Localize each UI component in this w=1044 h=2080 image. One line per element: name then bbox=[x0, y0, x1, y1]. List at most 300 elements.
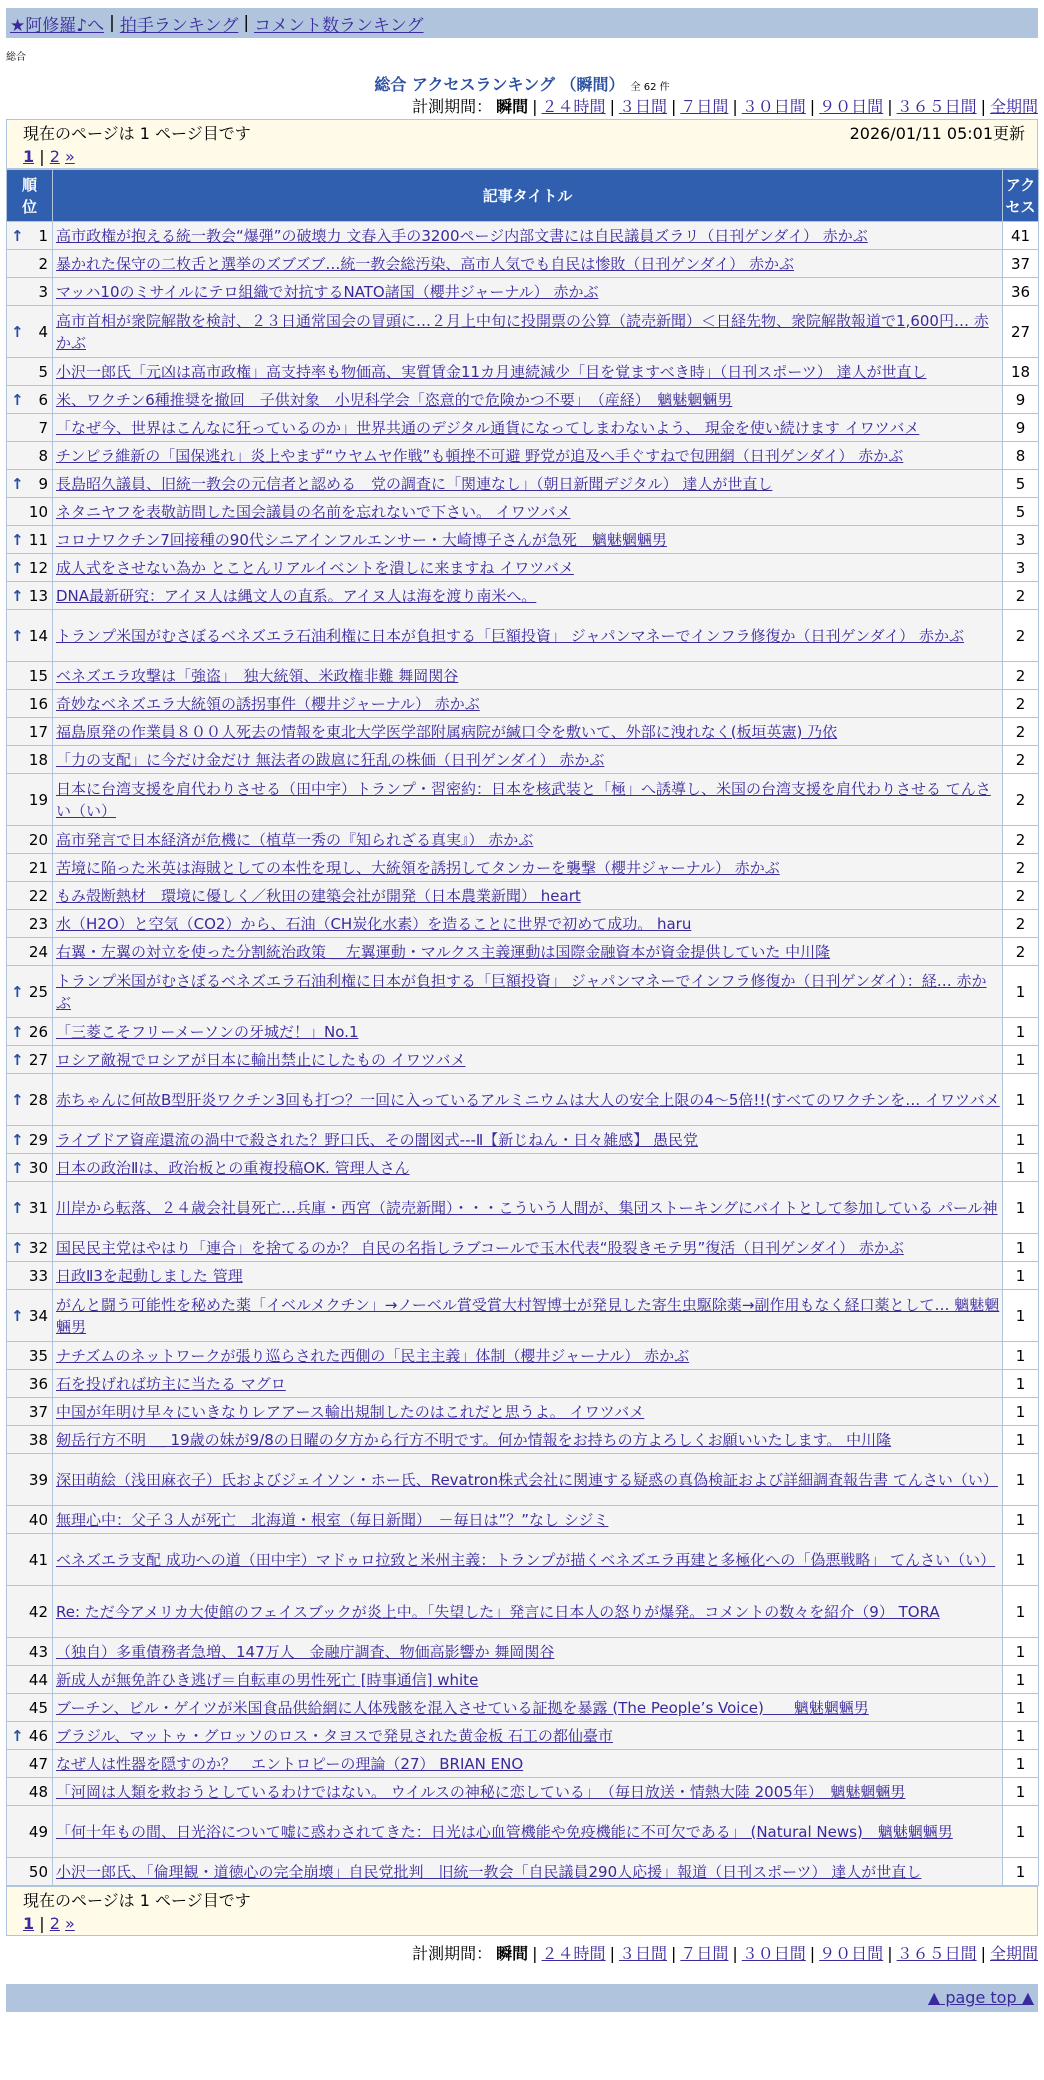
article-link[interactable]: 高市首相が衆院解散を検討、２３日通常国会の冒頭に…２月上中旬に投開票の公算（読売新聞）＜日経先物、衆院解散報道で1,600円… 赤かぶ bbox=[56, 311, 989, 352]
article-link[interactable]: （独自）多重債務者急増、147万人 金融庁調査、物価高影響か 舞岡関谷 bbox=[56, 1642, 555, 1661]
title-cell bbox=[53, 938, 1003, 966]
article-link[interactable]: ブーチン、ビル・ゲイツが米国食品供給網に人体残骸を混入させている証拠を暴露 (The People’s Voice) 魑魅魍魎男 bbox=[56, 1698, 869, 1717]
article-link[interactable]: ベネズエラ攻撃は「強盗」 独大統領、米政権非難 舞岡関谷 bbox=[56, 666, 459, 685]
article-link[interactable]: 深田萌絵（浅田麻衣子）氏およびジェイソン・ホー氏、Revatron株式会社に関連する疑惑の真偽検証および詳細調査報告書 てんさい（い） bbox=[56, 1470, 998, 1489]
rank-cell bbox=[7, 1398, 53, 1426]
rank-number: 20 bbox=[28, 830, 48, 849]
rank-up-arrow-icon: ↑ bbox=[11, 1306, 24, 1325]
access-count: 1 bbox=[1003, 1074, 1039, 1126]
rank-number: 16 bbox=[28, 694, 48, 713]
access-count: 36 bbox=[1003, 278, 1039, 306]
clap-ranking-link[interactable]: 拍手ランキング bbox=[119, 15, 239, 36]
rank-cell bbox=[7, 278, 53, 306]
rank-number: 13 bbox=[28, 586, 48, 605]
rank-cell bbox=[7, 1506, 53, 1534]
title-cell bbox=[53, 854, 1003, 882]
article-link[interactable]: 石を投げれば坊主に当たる マグロ bbox=[56, 1374, 286, 1393]
rank-up-arrow-icon: ↑ bbox=[11, 1130, 24, 1149]
title-cell bbox=[53, 1638, 1003, 1666]
access-count: 1 bbox=[1003, 1806, 1039, 1858]
rank-cell bbox=[7, 1638, 53, 1666]
article-link[interactable]: コロナワクチン7回接種の90代シニアインフルエンサー・大崎博子さんが急死 魑魅魍魎男 bbox=[56, 530, 667, 549]
access-count: 1 bbox=[1003, 966, 1039, 1018]
table-row bbox=[7, 222, 1039, 250]
page-title: 総合 アクセスランキング （瞬間） bbox=[374, 75, 625, 94]
rank-number: 28 bbox=[28, 1090, 48, 1109]
table-row bbox=[7, 938, 1039, 966]
access-count: 1 bbox=[1003, 1506, 1039, 1534]
rank-cell bbox=[7, 582, 53, 610]
table-row bbox=[7, 306, 1039, 358]
article-link[interactable]: 「なぜ今、世界はこんなに狂っているのか」世界共通のデジタル通貨になってしまわないよう、 現金を使い続けます イワツバメ bbox=[56, 418, 920, 437]
period-option-link[interactable]: ９０日間 bbox=[819, 97, 884, 116]
period-separator: | bbox=[609, 1944, 615, 1963]
rank-number: 23 bbox=[28, 914, 48, 933]
table-row bbox=[7, 358, 1039, 386]
title-cell bbox=[53, 498, 1003, 526]
title-header: 記事タイトル bbox=[53, 170, 1003, 222]
rank-number: 41 bbox=[28, 1550, 48, 1569]
table-row bbox=[7, 1262, 1039, 1290]
period-option-link[interactable]: ７日間 bbox=[680, 97, 729, 116]
pager-status-line bbox=[23, 122, 1025, 146]
table-row bbox=[7, 774, 1039, 826]
article-link[interactable]: チンピラ維新の「国保逃れ」炎上やまず“ウヤムヤ作戦”も頓挫不可避 野党が追及へ手ぐすねで包囲網（日刊ゲンダイ） 赤かぶ bbox=[56, 446, 904, 465]
pager-separator: | bbox=[34, 1914, 50, 1933]
rank-up-arrow-icon: ↑ bbox=[11, 1238, 24, 1257]
rank-number: 42 bbox=[28, 1602, 48, 1621]
table-row bbox=[7, 718, 1039, 746]
article-link[interactable]: ベネズエラ支配 成功への道（田中宇）マドゥロ拉致と米州主義：トランプが描くベネズエラ再建と多極化への「偽悪戦略」 てんさい（い） bbox=[56, 1550, 996, 1569]
table-row bbox=[7, 854, 1039, 882]
table-row bbox=[7, 1722, 1039, 1750]
access-count: 1 bbox=[1003, 1638, 1039, 1666]
page-1-link[interactable]: 1 bbox=[23, 147, 35, 166]
rank-cell bbox=[7, 938, 53, 966]
title-cell bbox=[53, 690, 1003, 718]
article-link[interactable]: 日本に台湾支援を肩代わりさせる（田中宇）トランプ・習密約：日本を核武装と「極」へ誘導し、米国の台湾支援を肩代わりさせる てんさい（い） bbox=[56, 779, 991, 820]
table-row bbox=[7, 1586, 1039, 1638]
article-link[interactable]: 「三菱こそフリーメーソンの牙城だ！」No.1 bbox=[56, 1022, 359, 1041]
rank-up-arrow-icon: ↑ bbox=[11, 982, 24, 1001]
access-count: 1 bbox=[1003, 1154, 1039, 1182]
rank-cell bbox=[7, 526, 53, 554]
rank-cell bbox=[7, 690, 53, 718]
ranking-title-row bbox=[6, 72, 1038, 95]
access-count: 1 bbox=[1003, 1586, 1039, 1638]
rank-cell bbox=[7, 882, 53, 910]
title-cell bbox=[53, 1806, 1003, 1858]
access-count: 2 bbox=[1003, 910, 1039, 938]
article-link[interactable]: 「河岡は人類を救おうとしているわけではない。 ウイルスの神秘に恋している」 （毎日放送・情熱大陸 2005年） 魑魅魍魎男 bbox=[56, 1782, 906, 1801]
ranking-table bbox=[6, 169, 1039, 1886]
table-row bbox=[7, 1154, 1039, 1182]
table-row bbox=[7, 1182, 1039, 1234]
pager-top bbox=[6, 119, 1038, 169]
access-count: 5 bbox=[1003, 498, 1039, 526]
rank-number: 2 bbox=[38, 254, 48, 273]
article-link[interactable]: なぜ人は性器を隠すのか？ エントロピーの理論（27） BRIAN ENO bbox=[56, 1754, 524, 1773]
article-link[interactable]: ナチズムのネットワークが張り巡らされた西側の「民主主義」体制（櫻井ジャーナル） 赤かぶ bbox=[56, 1346, 690, 1365]
title-cell bbox=[53, 718, 1003, 746]
rank-cell bbox=[7, 1046, 53, 1074]
rank-up-arrow-icon: ↑ bbox=[11, 1090, 24, 1109]
table-row bbox=[7, 1234, 1039, 1262]
access-count: 1 bbox=[1003, 1722, 1039, 1750]
access-count: 1 bbox=[1003, 1858, 1039, 1886]
title-cell bbox=[53, 1262, 1003, 1290]
table-row bbox=[7, 1290, 1039, 1342]
period-option-link[interactable]: 全期間 bbox=[989, 97, 1038, 116]
rank-cell bbox=[7, 554, 53, 582]
article-link[interactable]: 水（H2O）と空気（CO2）から、石油（CH炭化水素）を造ることに世界で初めて成功。 haru bbox=[56, 914, 692, 933]
period-option-link[interactable]: ２４時間 bbox=[541, 1944, 606, 1963]
title-cell bbox=[53, 1506, 1003, 1534]
article-link[interactable]: 「何十年もの間、日光浴について嘘に惑わされてきた：日光は心血管機能や免疫機能に不可欠である」 (Natural News) 魑魅魍魎男 bbox=[56, 1822, 953, 1841]
access-count: 1 bbox=[1003, 1262, 1039, 1290]
article-link[interactable]: Re: ただ今アメリカ大使館のフェイスブックが炎上中。「失望した」発言に日本人の怒りが爆発。コメントの数々を紹介（9） TORA bbox=[56, 1602, 940, 1621]
access-count: 1 bbox=[1003, 1454, 1039, 1506]
rank-number: 1 bbox=[38, 226, 48, 245]
page-1-link[interactable]: 1 bbox=[23, 1914, 35, 1933]
title-cell bbox=[53, 1126, 1003, 1154]
access-count: 37 bbox=[1003, 250, 1039, 278]
access-header: アク セス bbox=[1003, 170, 1039, 222]
rank-cell bbox=[7, 414, 53, 442]
comment-ranking-link[interactable]: コメント数ランキング bbox=[254, 15, 424, 36]
article-link[interactable]: ネタニヤフを表敬訪問した国会議員の名前を忘れないで下さい。 イワツバメ bbox=[56, 502, 571, 521]
updated-time: 2026/01/11 05:01更新 bbox=[849, 124, 1025, 143]
title-cell bbox=[53, 1370, 1003, 1398]
title-cell bbox=[53, 526, 1003, 554]
pager-status-line bbox=[23, 1889, 1025, 1913]
title-cell bbox=[53, 910, 1003, 938]
period-separator: | bbox=[809, 97, 816, 116]
article-link[interactable]: 日政Ⅱ3を起動しました 管理 bbox=[56, 1266, 243, 1285]
access-count: 1 bbox=[1003, 1018, 1039, 1046]
title-cell bbox=[53, 582, 1003, 610]
rank-cell bbox=[7, 1182, 53, 1234]
rank-cell bbox=[7, 966, 53, 1018]
rank-number: 44 bbox=[28, 1670, 48, 1689]
table-row bbox=[7, 662, 1039, 690]
access-count: 27 bbox=[1003, 306, 1039, 358]
article-link[interactable]: 中国が年明け早々にいきなりレアアース輸出規制したのはこれだと思うよ。 イワツバメ bbox=[56, 1402, 645, 1421]
table-row bbox=[7, 1370, 1039, 1398]
rank-up-arrow-icon: ↑ bbox=[11, 558, 24, 577]
rank-number: 17 bbox=[28, 722, 48, 741]
title-cell bbox=[53, 554, 1003, 582]
period-separator: | bbox=[670, 97, 677, 116]
article-link[interactable]: 成人式をさせない為か とことんリアルイベントを潰しに来ますね イワツバメ bbox=[56, 558, 574, 577]
title-cell bbox=[53, 414, 1003, 442]
rank-cell bbox=[7, 718, 53, 746]
title-cell bbox=[53, 966, 1003, 1018]
rank-cell bbox=[7, 1778, 53, 1806]
rank-number: 48 bbox=[28, 1782, 48, 1801]
table-row bbox=[7, 1018, 1039, 1046]
article-link[interactable]: 米、ワクチン6種推奨を撤回 子供対象 小児科学会「恣意的で危険かつ不要」 （産経） 魑魅魍魎男 bbox=[56, 390, 733, 409]
rank-number: 30 bbox=[28, 1158, 48, 1177]
title-cell bbox=[53, 1586, 1003, 1638]
access-count: 2 bbox=[1003, 582, 1039, 610]
table-row bbox=[7, 746, 1039, 774]
article-link[interactable]: 新成人が無免許ひき逃げ＝自転車の男性死亡 [時事通信] white bbox=[56, 1670, 479, 1689]
rank-number: 7 bbox=[38, 418, 48, 437]
rank-cell bbox=[7, 1370, 53, 1398]
title-cell bbox=[53, 358, 1003, 386]
rank-number: 37 bbox=[28, 1402, 48, 1421]
rank-number: 19 bbox=[28, 790, 48, 809]
title-cell bbox=[53, 470, 1003, 498]
table-row bbox=[7, 1806, 1039, 1858]
title-cell bbox=[53, 278, 1003, 306]
rank-number: 29 bbox=[28, 1130, 48, 1149]
title-cell bbox=[53, 1342, 1003, 1370]
rank-number: 45 bbox=[28, 1698, 48, 1717]
title-cell bbox=[53, 1666, 1003, 1694]
rank-cell bbox=[7, 1534, 53, 1586]
table-row bbox=[7, 554, 1039, 582]
access-count: 2 bbox=[1003, 718, 1039, 746]
rank-cell bbox=[7, 1126, 53, 1154]
access-count: 1 bbox=[1003, 1370, 1039, 1398]
table-row bbox=[7, 386, 1039, 414]
page-top-link[interactable]: ▲ page top ▲ bbox=[927, 1988, 1034, 2007]
rank-number: 31 bbox=[28, 1198, 48, 1217]
article-link[interactable]: 赤ちゃんに何故B型肝炎ワクチン3回も打つ？一回に入っているアルミニウムは大人の安全上限の4～5倍!!(すべてのワクチンを… イワツバメ bbox=[56, 1090, 1000, 1109]
table-row bbox=[7, 1534, 1039, 1586]
rank-number: 3 bbox=[38, 282, 48, 301]
access-count: 2 bbox=[1003, 826, 1039, 854]
access-count: 2 bbox=[1003, 882, 1039, 910]
article-link[interactable]: 福島原発の作業員８００人死去の情報を東北大学医学部附属病院が緘口令を敷いて、外部に洩れなく(板垣英憲) 乃依 bbox=[56, 722, 838, 741]
rank-up-arrow-icon: ↑ bbox=[11, 1022, 24, 1041]
article-link[interactable]: がんと闘う可能性を秘めた薬「イベルメクチン」→ノーベル賞受賞大村智博士が発見した寄生虫駆除薬→副作用もなく経口薬として… 魑魅魍魎男 bbox=[56, 1295, 1000, 1336]
next-page-link[interactable]: » bbox=[64, 147, 75, 166]
access-count: 9 bbox=[1003, 386, 1039, 414]
period-separator: | bbox=[609, 97, 615, 116]
article-link[interactable]: DNA最新研究：アイヌ人は縄文人の直系。アイヌ人は海を渡り南米へ。 bbox=[56, 586, 537, 605]
rank-up-arrow-icon: ↑ bbox=[11, 586, 24, 605]
article-link[interactable]: 苦境に陥った米英は海賊としての本性を現し、大統領を誘拐してタンカーを襲撃（櫻井ジャーナル） 赤かぶ bbox=[56, 858, 780, 877]
article-link[interactable]: 右翼・左翼の対立を使った分割統治政策 ＿左翼運動・マルクス主義運動は国際金融資本が資金提供していた 中川隆 bbox=[56, 942, 831, 961]
period-separator: | bbox=[532, 97, 538, 116]
article-link[interactable]: トランプ米国がむさぼるベネズエラ石油利権に日本が負担する「巨額投資」 ジャパンマネーでインフラ修復か（日刊ゲンダイ）：経… 赤かぶ bbox=[56, 971, 987, 1012]
rank-cell bbox=[7, 1426, 53, 1454]
page-2-link[interactable]: 2 bbox=[49, 1914, 60, 1933]
period-option-link[interactable]: ３日間 bbox=[618, 97, 667, 116]
table-row bbox=[7, 966, 1039, 1018]
table-row bbox=[7, 582, 1039, 610]
current-page-text: 現在のページは 1 ページ目です bbox=[23, 1891, 251, 1910]
period-option-link[interactable]: ７日間 bbox=[680, 1944, 729, 1963]
table-row bbox=[7, 250, 1039, 278]
pager-separator: | bbox=[34, 147, 50, 166]
table-row bbox=[7, 526, 1039, 554]
access-count: 9 bbox=[1003, 414, 1039, 442]
period-option-link[interactable]: ３６５日間 bbox=[896, 97, 977, 116]
period-option-link[interactable]: ２４時間 bbox=[541, 97, 606, 116]
rank-number: 46 bbox=[28, 1726, 48, 1745]
rank-number: 15 bbox=[28, 666, 48, 685]
article-link[interactable]: 長島昭久議員、旧統一教会の元信者と認める 党の調査に「関連なし」（朝日新聞デジタル） 達人が世直し bbox=[56, 474, 773, 493]
article-link[interactable]: 川岸から転落、２４歳会社員死亡…兵庫・西宮（読売新聞）・・・こういう人間が、集団ストーキングにバイトとして参加している パール神 bbox=[56, 1198, 998, 1217]
rank-up-arrow-icon: ↑ bbox=[11, 1726, 24, 1745]
title-cell bbox=[53, 1234, 1003, 1262]
period-selector-top bbox=[6, 95, 1038, 119]
article-link[interactable]: 小沢一郎氏「元凶は高市政権」高支持率も物価高、実質賃金11カ月連続減少「目を覚ますべき時」（日刊スポーツ） 達人が世直し bbox=[56, 362, 927, 381]
table-row bbox=[7, 1046, 1039, 1074]
rank-cell bbox=[7, 1858, 53, 1886]
rank-number: 9 bbox=[38, 474, 48, 493]
article-link[interactable]: ロシア敵視でロシアが日本に輸出禁止にしたもの イワツバメ bbox=[56, 1050, 466, 1069]
period-current: 瞬間 bbox=[496, 97, 529, 116]
table-row bbox=[7, 1426, 1039, 1454]
title-cell bbox=[53, 826, 1003, 854]
title-cell bbox=[53, 222, 1003, 250]
article-link[interactable]: 国民民主党はやはり「連合」を捨てるのか？ 自民の名指しラブコールで玉木代表“股裂きモテ男”復活（日刊ゲンダイ） 赤かぶ bbox=[56, 1238, 904, 1257]
rank-number: 27 bbox=[28, 1050, 48, 1069]
rank-number: 38 bbox=[28, 1430, 48, 1449]
period-separator: | bbox=[980, 97, 986, 116]
rank-cell bbox=[7, 222, 53, 250]
article-link[interactable]: 無理心中：父子３人が死亡 北海道・根室（毎日新聞） －毎日は”？”なし シジミ bbox=[56, 1510, 609, 1529]
access-count: 8 bbox=[1003, 442, 1039, 470]
article-link[interactable]: 高市政権が抱える統一教会“爆弾”の破壊力 文春入手の3200ページ内部文書には自民議員ズラリ（日刊ゲンダイ） 赤かぶ bbox=[56, 226, 868, 245]
period-option-link[interactable]: ３０日間 bbox=[741, 1944, 806, 1963]
rank-cell bbox=[7, 498, 53, 526]
title-cell bbox=[53, 1750, 1003, 1778]
title-cell bbox=[53, 1858, 1003, 1886]
rank-up-arrow-icon: ↑ bbox=[11, 390, 24, 409]
title-cell bbox=[53, 746, 1003, 774]
period-option-link[interactable]: ３６５日間 bbox=[896, 1944, 977, 1963]
title-cell bbox=[53, 1398, 1003, 1426]
title-cell bbox=[53, 610, 1003, 662]
table-row bbox=[7, 1342, 1039, 1370]
table-row bbox=[7, 1666, 1039, 1694]
article-link[interactable]: 剱岳行方不明 ＿ 19歳の妹が9/8の日曜の夕方から行方不明です。何か情報をお持ちの方よろしくお願いいたします。 中川隆 bbox=[56, 1430, 892, 1449]
title-cell bbox=[53, 1722, 1003, 1750]
access-count: 1 bbox=[1003, 1426, 1039, 1454]
access-count: 1 bbox=[1003, 1694, 1039, 1722]
period-option-link[interactable]: ３０日間 bbox=[741, 97, 806, 116]
article-link[interactable]: もみ殻断熱材 環境に優しく／秋田の建築会社が開発（日本農業新聞） heart bbox=[56, 886, 581, 905]
period-option-link[interactable]: ３日間 bbox=[618, 1944, 667, 1963]
article-link[interactable]: トランプ米国がむさぼるベネズエラ石油利権に日本が負担する「巨額投資」 ジャパンマネーでインフラ修復か（日刊ゲンダイ） 赤かぶ bbox=[56, 626, 965, 645]
table-row bbox=[7, 1506, 1039, 1534]
rank-number: 5 bbox=[38, 362, 48, 381]
title-cell bbox=[53, 1454, 1003, 1506]
rank-number: 10 bbox=[28, 502, 48, 521]
table-row bbox=[7, 610, 1039, 662]
rank-cell bbox=[7, 250, 53, 278]
rank-number: 26 bbox=[28, 1022, 48, 1041]
rank-number: 47 bbox=[28, 1754, 48, 1773]
article-link[interactable]: 暴かれた保守の二枚舌と選挙のズブズブ…統一教会総汚染、高市人気でも自民は惨敗（日刊ゲンダイ） 赤かぶ bbox=[56, 254, 794, 273]
rank-cell bbox=[7, 1018, 53, 1046]
rank-cell bbox=[7, 610, 53, 662]
access-count: 2 bbox=[1003, 662, 1039, 690]
table-row bbox=[7, 1126, 1039, 1154]
article-link[interactable]: ライブドア資産還流の渦中で殺された？野口氏、その闇図式---Ⅱ【新じねん・日々雑感】 愚民党 bbox=[56, 1130, 699, 1149]
rank-cell bbox=[7, 1342, 53, 1370]
rank-cell bbox=[7, 746, 53, 774]
rank-up-arrow-icon: ↑ bbox=[11, 226, 24, 245]
access-count: 1 bbox=[1003, 1342, 1039, 1370]
period-separator: | bbox=[732, 97, 738, 116]
article-link[interactable]: 高市発言で日本経済が危機に（植草一秀の『知られざる真実』） 赤かぶ bbox=[56, 830, 534, 849]
article-link[interactable]: 奇妙なベネズエラ大統領の誘拐事件（櫻井ジャーナル） 赤かぶ bbox=[56, 694, 480, 713]
access-count: 3 bbox=[1003, 554, 1039, 582]
page-2-link[interactable]: 2 bbox=[49, 147, 60, 166]
period-separator: | bbox=[887, 97, 893, 116]
table-row bbox=[7, 1454, 1039, 1506]
period-label: 計測期間： bbox=[412, 97, 493, 116]
period-option-link[interactable]: 全期間 bbox=[989, 1944, 1038, 1963]
rank-cell bbox=[7, 442, 53, 470]
rank-number: 25 bbox=[28, 982, 48, 1001]
period-separator: | bbox=[980, 1944, 986, 1963]
rank-cell bbox=[7, 774, 53, 826]
rank-cell bbox=[7, 1290, 53, 1342]
rank-cell bbox=[7, 1694, 53, 1722]
rank-number: 39 bbox=[28, 1470, 48, 1489]
rank-cell bbox=[7, 910, 53, 938]
access-count: 2 bbox=[1003, 774, 1039, 826]
table-row bbox=[7, 826, 1039, 854]
table-row bbox=[7, 498, 1039, 526]
period-separator: | bbox=[887, 1944, 893, 1963]
article-link[interactable]: ブラジル、マットゥ・グロッソのロス・タヨスで発見された黄金板 石工の都仙臺市 bbox=[56, 1726, 613, 1745]
rank-number: 22 bbox=[28, 886, 48, 905]
rank-number: 21 bbox=[28, 858, 48, 877]
article-link[interactable]: マッハ10のミサイルにテロ組織で対抗するNATO諸国（櫻井ジャーナル） 赤かぶ bbox=[56, 282, 599, 301]
pager-links bbox=[23, 1913, 1025, 1935]
nav-separator: | bbox=[243, 13, 250, 33]
period-separator: | bbox=[670, 1944, 677, 1963]
rank-cell bbox=[7, 826, 53, 854]
table-row bbox=[7, 414, 1039, 442]
title-cell bbox=[53, 386, 1003, 414]
rank-up-arrow-icon: ↑ bbox=[11, 322, 24, 341]
title-cell bbox=[53, 1290, 1003, 1342]
table-row bbox=[7, 1778, 1039, 1806]
rank-number: 6 bbox=[38, 390, 48, 409]
access-count: 2 bbox=[1003, 938, 1039, 966]
home-link[interactable]: ★阿修羅♪へ bbox=[10, 15, 105, 36]
period-option-link[interactable]: ９０日間 bbox=[819, 1944, 884, 1963]
title-cell bbox=[53, 250, 1003, 278]
title-cell bbox=[53, 1426, 1003, 1454]
next-page-link[interactable]: » bbox=[64, 1914, 75, 1933]
rank-cell bbox=[7, 1074, 53, 1126]
article-link[interactable]: 小沢一郎氏、「倫理観・道徳心の完全崩壊」自民党批判 旧統一教会「自民議員290人応援」報道（日刊スポーツ） 達人が世直し bbox=[56, 1862, 922, 1881]
article-link[interactable]: 「力の支配」に今だけ金だけ 無法者の跋扈に狂乱の株価（日刊ゲンダイ） 赤かぶ bbox=[56, 750, 605, 769]
article-link[interactable]: 日本の政治Ⅱは、政治板との重複投稿OK. 管理人さん bbox=[56, 1158, 410, 1177]
period-label: 計測期間： bbox=[412, 1944, 493, 1963]
rank-number: 8 bbox=[38, 446, 48, 465]
rank-cell bbox=[7, 662, 53, 690]
rank-cell bbox=[7, 1262, 53, 1290]
rank-number: 4 bbox=[38, 322, 48, 341]
period-selector-bottom bbox=[6, 1942, 1038, 1966]
access-count: 1 bbox=[1003, 1182, 1039, 1234]
access-count: 1 bbox=[1003, 1234, 1039, 1262]
access-count: 41 bbox=[1003, 222, 1039, 250]
rank-number: 32 bbox=[28, 1238, 48, 1257]
